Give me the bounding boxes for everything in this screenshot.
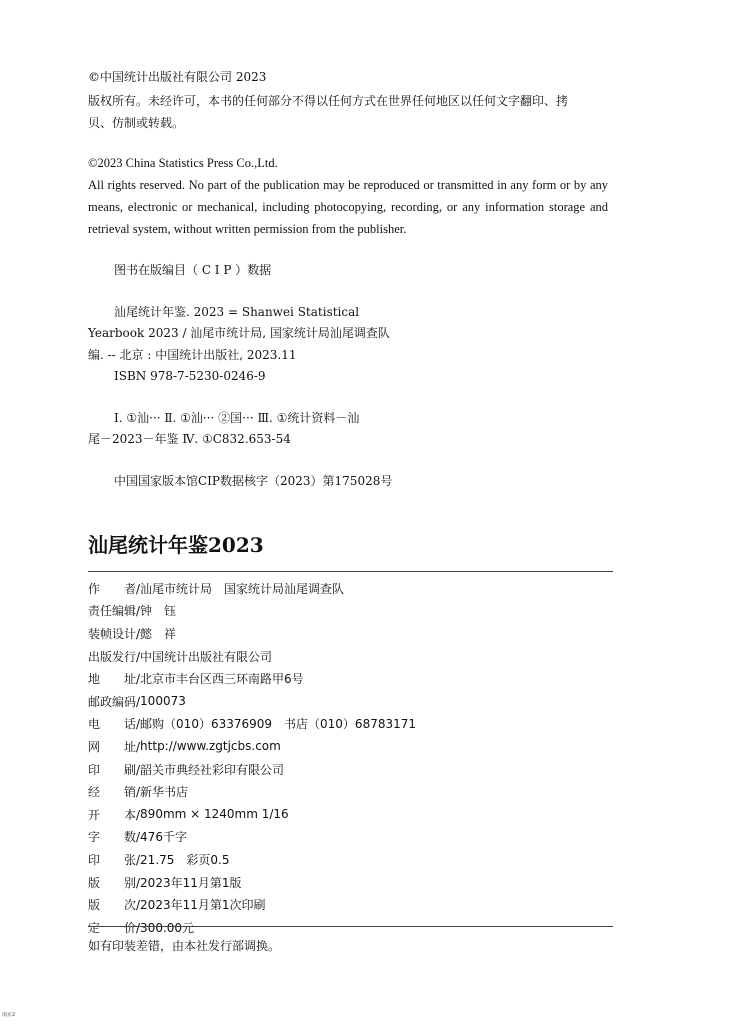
info-row-printer — [88, 758, 613, 781]
info-value: 890mm × 1240mm 1/16 — [140, 807, 289, 822]
info-row-printing — [88, 893, 613, 916]
info-row-distributor — [88, 780, 613, 803]
info-row-author — [88, 577, 613, 600]
info-row-designer — [88, 622, 613, 645]
info-row-editor — [88, 600, 613, 623]
info-label: 电 话/ — [88, 717, 141, 732]
info-label: 地 址/ — [88, 672, 141, 687]
publication-info-table — [88, 577, 613, 939]
bottom-divider — [88, 926, 613, 927]
cip-title-line1: 汕尾统计年鉴. 2023 = Shanwei Statistical — [114, 305, 360, 319]
info-value: 钟 钰 — [140, 604, 177, 619]
info-label: 经 销/ — [88, 785, 141, 800]
copyright-en-paragraph: All rights reserved. No part of the publication may be reproduced or transmitted in any form or by any means, electronic or mechanical, including photocopying, recording, or any information storage and retrieval system, without written permission from the publisher. — [88, 178, 608, 236]
info-value: 476千字 — [140, 830, 187, 845]
info-label: 开 本/ — [88, 807, 141, 822]
info-row-publisher — [88, 645, 613, 668]
info-value: 21.75 彩页0.5 — [140, 852, 230, 867]
info-label: 作 者/ — [88, 581, 141, 596]
top-divider — [88, 571, 613, 572]
cip-heading: 图书在版编目（ C I P ）数据 — [114, 263, 272, 277]
info-row-website — [88, 735, 613, 758]
info-label: 印 张/ — [88, 852, 141, 867]
info-label: 字 数/ — [88, 830, 141, 845]
info-row-address — [88, 667, 613, 690]
info-value: 懿 祥 — [140, 626, 177, 641]
book-title: 汕尾统计年鉴2023 — [88, 533, 264, 557]
cip-title-line2: Yearbook 2023 / 汕尾市统计局, 国家统计局汕尾调查队 — [88, 326, 390, 340]
copyright-en-line1: ©2023 China Statistics Press Co.,Ltd. — [88, 156, 278, 170]
corner-mark: 南京2 — [2, 1012, 16, 1018]
info-value: 北京市丰台区西三环南路甲6号 — [140, 672, 304, 687]
info-row-format — [88, 803, 613, 826]
info-row-postcode — [88, 690, 613, 713]
info-value: 汕尾市统计局 国家统计局汕尾调查队 — [140, 581, 345, 596]
info-value: 2023年11月第1次印刷 — [140, 898, 266, 913]
info-label: 版 别/ — [88, 875, 141, 890]
cip-class-line2: 尾－2023－年鉴 Ⅳ. ①C832.653-54 — [88, 432, 291, 446]
info-label: 装帧设计/ — [88, 626, 141, 641]
info-row-word-count — [88, 826, 613, 849]
info-label: 版 次/ — [88, 898, 141, 913]
info-value: 新华书店 — [140, 785, 189, 800]
info-value: 300.00元 — [140, 920, 195, 935]
info-value: http://www.zgtjcbs.com — [140, 739, 281, 754]
info-value: 邮购（010）63376909 书店（010）68783171 — [140, 717, 417, 732]
info-label: 网 址/ — [88, 739, 141, 754]
info-label: 出版发行/ — [88, 649, 141, 664]
info-row-sheets — [88, 848, 613, 871]
footnote: 如有印装差错，由本社发行部调换。 — [88, 939, 281, 953]
info-label: 责任编辑/ — [88, 604, 141, 619]
info-label: 邮政编码/ — [88, 694, 141, 709]
info-row-edition — [88, 871, 613, 894]
cip-record-number: 中国国家版本馆CIP数据核字（2023）第175028号 — [114, 474, 393, 488]
info-value: 中国统计出版社有限公司 — [140, 649, 273, 664]
copyright-cn-line1: ©中国统计出版社有限公司 2023 — [88, 70, 267, 84]
cip-class-line1: Ⅰ. ①汕··· Ⅱ. ①汕··· ②国··· Ⅲ. ①统计资料－汕 — [114, 411, 360, 425]
info-label: 印 刷/ — [88, 762, 141, 777]
copyright-cn-line2: 版权所有。未经许可，本书的任何部分不得以任何方式在世界任何地区以任何文字翻印、拷 — [88, 94, 569, 108]
info-value: 2023年11月第1版 — [140, 875, 242, 890]
info-label: 定 价/ — [88, 920, 141, 935]
copyright-cn-line3: 贝、仿制或转载。 — [88, 116, 185, 130]
info-row-phone — [88, 713, 613, 736]
cip-isbn: ISBN 978-7-5230-0246-9 — [114, 369, 266, 383]
cip-title-line3: 编. -- 北京 : 中国统计出版社, 2023.11 — [88, 348, 297, 362]
info-value: 韶关市典经社彩印有限公司 — [140, 762, 285, 777]
info-value: 100073 — [140, 694, 186, 709]
